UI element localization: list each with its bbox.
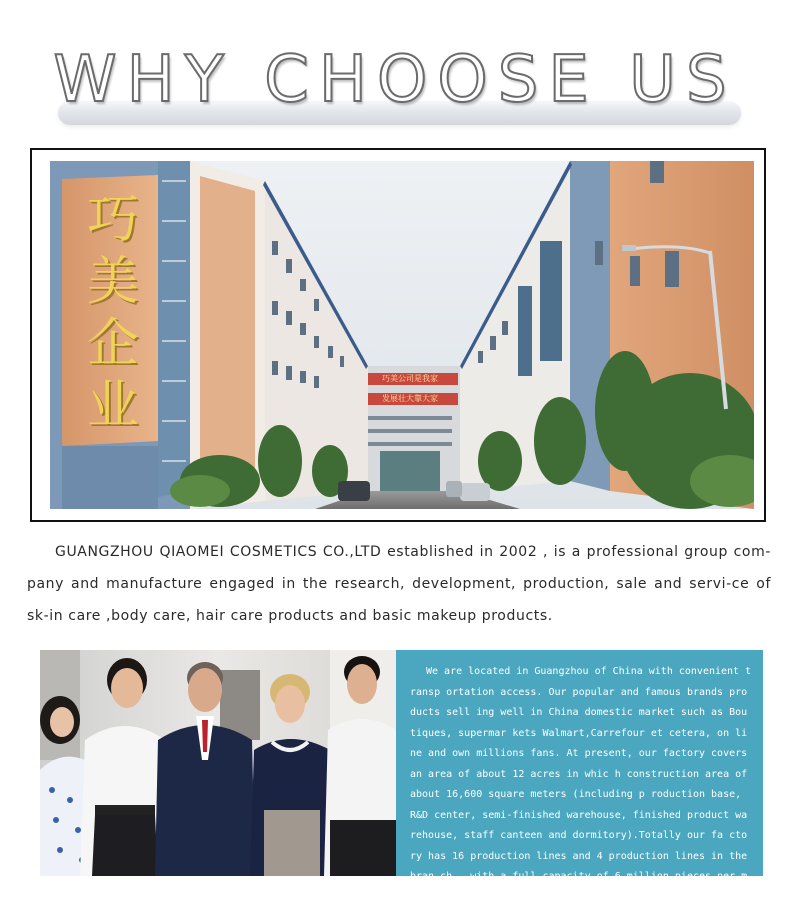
page-title: WHY CHOOSE US bbox=[53, 43, 737, 117]
facade-char-4: 业 bbox=[86, 376, 139, 436]
facade-char-2: 美 bbox=[86, 252, 139, 312]
factory-photo bbox=[50, 161, 754, 509]
facade-characters bbox=[70, 189, 156, 437]
facade-char-3: 企 bbox=[86, 314, 139, 374]
facade-char-1: 巧 bbox=[86, 190, 139, 250]
banner-line-1: 巧美公司是我家 bbox=[382, 374, 438, 383]
team-photo bbox=[40, 650, 396, 876]
about-text: We are located in Guangzhou of China with convenient transp ortation access. Our popular and famous brands products sell ing well in China domestic market such as Boutiques, supermar kets Walmart,Carrefour et cetera, on line and own millions fans. At present, our factory covers an area of about 12 acres in whic h construction area of about 16,600 square meters (including p roduction base, R&D center, semi-finished warehouse, finished product warehouse, staff canteen and dormitory).Totally our fa ctory has 16 production lines and 4 production lines in the bran ch , with a full capacity of 6 million pieces per month. bbox=[410, 666, 752, 903]
factory-photo-frame bbox=[30, 148, 766, 522]
about-text-box bbox=[396, 650, 763, 903]
company-intro-text: GUANGZHOU QIAOMEI COSMETICS CO.,LTD established in 2002 , is a professional group com-pany and manufacture engaged in the research, development, production, sale and servi-ce of sk-in care ,body care, hair care products and basic makeup products. bbox=[27, 544, 771, 624]
banner-line-2: 发展壮大靠大家 bbox=[382, 394, 438, 403]
